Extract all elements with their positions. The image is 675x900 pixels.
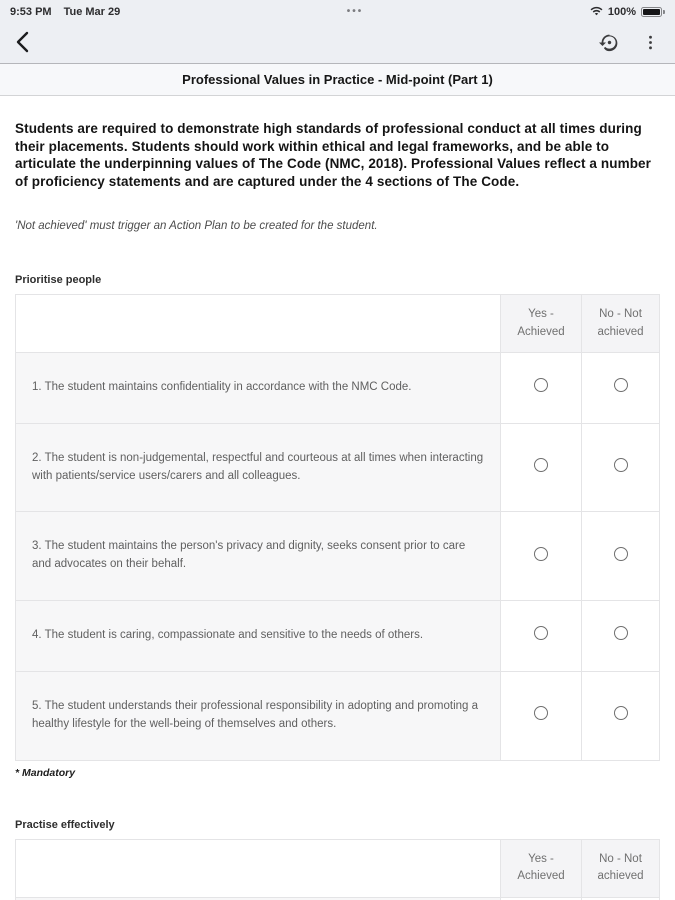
column-header-yes: Yes - Achieved <box>501 295 582 353</box>
history-button[interactable] <box>599 32 620 53</box>
radio-yes-achieved[interactable] <box>534 706 548 720</box>
table-row <box>16 423 660 512</box>
radio-no-not-achieved[interactable] <box>614 378 628 392</box>
table-header-row <box>16 295 660 353</box>
wifi-icon <box>590 6 603 17</box>
radio-no-not-achieved-cell <box>582 671 660 760</box>
page-title: Professional Values in Practice - Mid-point (Part 1) <box>0 64 675 96</box>
table-row <box>16 601 660 672</box>
battery-icon <box>641 7 665 17</box>
column-header-no: No - Not achieved <box>582 839 660 897</box>
kebab-menu-icon <box>642 34 659 51</box>
radio-no-not-achieved[interactable] <box>614 547 628 561</box>
radio-yes-achieved-cell <box>501 601 582 672</box>
radio-yes-achieved[interactable] <box>534 626 548 640</box>
blank-header-cell <box>16 295 501 353</box>
radio-no-not-achieved[interactable] <box>614 706 628 720</box>
question-table <box>15 294 660 761</box>
table-row <box>16 671 660 760</box>
battery-percent: 100% <box>607 5 636 18</box>
overflow-menu-button[interactable] <box>642 34 659 51</box>
radio-no-not-achieved[interactable] <box>614 458 628 472</box>
top-chrome <box>0 0 675 64</box>
radio-yes-achieved-cell <box>501 671 582 760</box>
question-text: 3. The student maintains the person's privacy and dignity, seeks consent prior to care and advocates on their behalf. <box>16 512 501 601</box>
column-header-no: No - Not achieved <box>582 295 660 353</box>
radio-no-not-achieved-cell <box>582 601 660 672</box>
radio-yes-achieved[interactable] <box>534 458 548 472</box>
section-prioritise-people <box>15 274 660 779</box>
section-label: Prioritise people <box>15 274 102 286</box>
table-header-row <box>16 839 660 897</box>
section-practise-effectively <box>15 819 660 900</box>
radio-yes-achieved-cell <box>501 512 582 601</box>
radio-no-not-achieved-cell <box>582 423 660 512</box>
status-date: Tue Mar 29 <box>63 5 121 18</box>
blank-header-cell <box>16 839 501 897</box>
radio-no-not-achieved-cell <box>582 512 660 601</box>
question-text: 4. The student is caring, compassionate and sensitive to the needs of others. <box>16 601 501 672</box>
radio-no-not-achieved-cell <box>582 353 660 424</box>
status-bar <box>0 0 675 21</box>
status-center-dots: ••• <box>346 6 364 17</box>
question-text: 5. The student understands their professional responsibility in adopting and promoting a healthy lifestyle for the well-being of themselves and others. <box>16 671 501 760</box>
action-plan-note: 'Not achieved' must trigger an Action Plan to be created for the student. <box>15 220 378 232</box>
section-label: Practise effectively <box>15 818 115 831</box>
table-row <box>16 353 660 424</box>
question-text: 1. The student maintains confidentiality in accordance with the NMC Code. <box>16 353 501 424</box>
mandatory-note: * Mandatory <box>15 766 76 779</box>
intro-paragraph: Students are required to demonstrate high standards of professional conduct at all times during their placements. Students should work within ethical and legal frameworks, and be able to articulate the underpinning values of The Code (NMC, 2018). Professional Values reflect a number of proficiency statements and are captured under the 4 sections of The Code. <box>15 121 651 189</box>
radio-yes-achieved-cell <box>501 423 582 512</box>
question-text: 2. The student is non-judgemental, respectful and courteous at all times when interacting with patients/service users/carers and all colleagues. <box>16 423 501 512</box>
back-button[interactable] <box>16 31 29 53</box>
radio-yes-achieved[interactable] <box>534 378 548 392</box>
table-row <box>16 512 660 601</box>
history-icon <box>599 32 620 53</box>
question-table <box>15 839 660 900</box>
radio-yes-achieved[interactable] <box>534 547 548 561</box>
radio-no-not-achieved[interactable] <box>614 626 628 640</box>
form-content <box>0 120 675 900</box>
status-time: 9:53 PM <box>10 5 52 18</box>
nav-bar <box>0 21 675 63</box>
column-header-yes: Yes - Achieved <box>501 839 582 897</box>
radio-yes-achieved-cell <box>501 353 582 424</box>
